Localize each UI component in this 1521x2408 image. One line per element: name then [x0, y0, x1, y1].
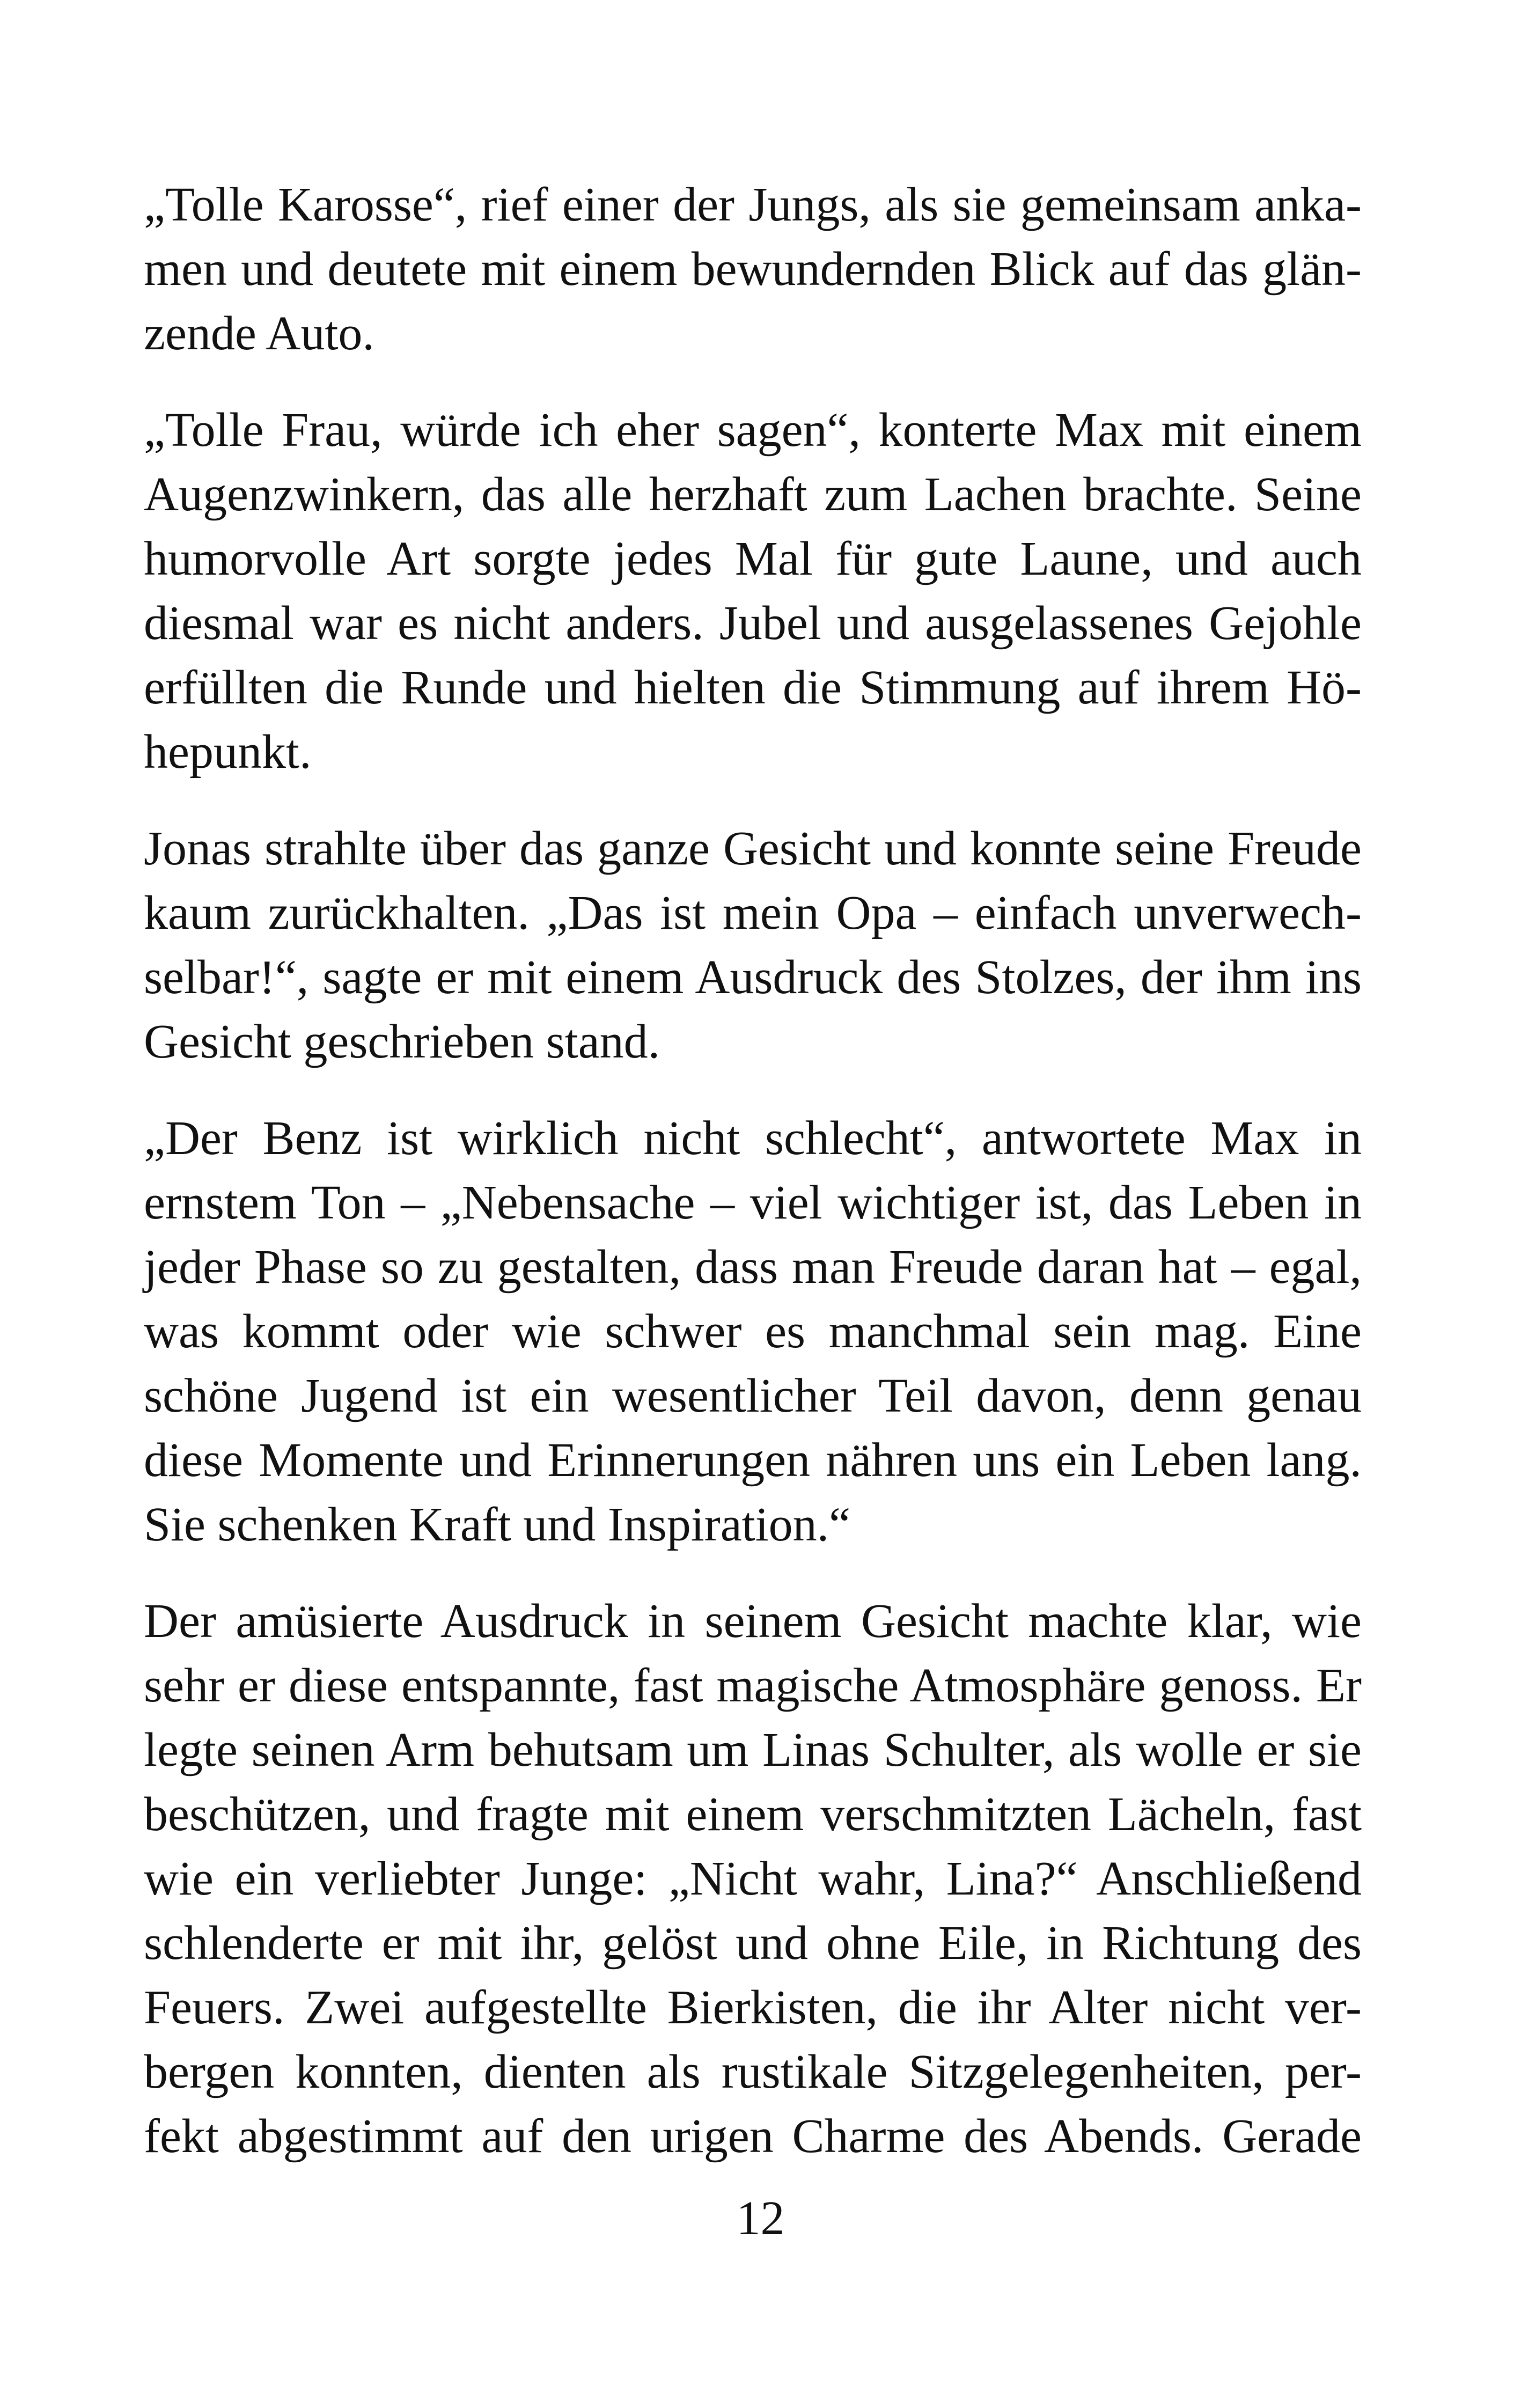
text-line: sehr er diese entspannte, fast magische Atmosphäre genoss. Er — [144, 1659, 1362, 1712]
page-number: 12 — [736, 2192, 785, 2245]
text-line: „Tolle Karosse“, rief einer der Jungs, als sie gemeinsam anka- — [144, 178, 1362, 231]
text-line: diesmal war es nicht anders. Jubel und ausgelassenes Gejohle — [144, 597, 1362, 650]
body-text — [144, 173, 1362, 2201]
text-line: Sie schenken Kraft und Inspiration.“ — [144, 1498, 851, 1551]
text-line: diese Momente und Erinnerungen nähren uns ein Leben lang. — [144, 1434, 1362, 1487]
paragraph-5 — [144, 1589, 1362, 2169]
text-line: Jonas strahlte über das ganze Gesicht und konnte seine Freude — [144, 822, 1362, 875]
text-line: jeder Phase so zu gestalten, dass man Freude daran hat – egal, — [144, 1240, 1362, 1294]
text-line: ernstem Ton – „Nebensache – viel wichtiger ist, das Leben in — [144, 1176, 1362, 1229]
text-line: zende Auto. — [144, 307, 374, 360]
text-line: selbar!“, sagte er mit einem Ausdruck des Stolzes, der ihm ins — [144, 951, 1362, 1004]
text-line: schöne Jugend ist ein wesentlicher Teil davon, denn genau — [144, 1369, 1362, 1422]
text-line: humorvolle Art sorgte jedes Mal für gute Laune, und auch — [144, 532, 1362, 585]
text-line: fekt abgestimmt auf den urigen Charme des Abends. Gerade — [144, 2110, 1362, 2163]
text-line: men und deutete mit einem bewundernden Blick auf das glän- — [144, 243, 1362, 296]
text-line: legte seinen Arm behutsam um Linas Schulter, als wolle er sie — [144, 1723, 1362, 1776]
text-line: schlenderte er mit ihr, gelöst und ohne Eile, in Richtung des — [144, 1917, 1362, 1970]
text-line: was kommt oder wie schwer es manchmal sein mag. Eine — [144, 1305, 1362, 1358]
text-line: hepunkt. — [144, 725, 312, 779]
text-line: Augenzwinkern, das alle herzhaft zum Lachen brachte. Seine — [144, 468, 1362, 521]
text-line: Der amüsierte Ausdruck in seinem Gesicht machte klar, wie — [144, 1595, 1362, 1648]
text-line: beschützen, und fragte mit einem verschmitzten Lächeln, fast — [144, 1788, 1362, 1841]
text-line: Feuers. Zwei aufgestellte Bierkisten, die ihr Alter nicht ver- — [144, 1981, 1362, 2034]
text-line: „Der Benz ist wirklich nicht schlecht“, antwortete Max in — [144, 1112, 1362, 1165]
paragraph-2 — [144, 398, 1362, 784]
text-line: Gesicht geschrieben stand. — [144, 1015, 660, 1068]
text-line: bergen konnten, dienten als rustikale Sitzgelegenheiten, per- — [144, 2045, 1362, 2098]
text-line: „Tolle Frau, würde ich eher sagen“, konterte Max mit einem — [144, 403, 1362, 457]
text-line: kaum zurückhalten. „Das ist mein Opa – einfach unverwech- — [144, 886, 1362, 939]
text-line: erfüllten die Runde und hielten die Stimmung auf ihrem Hö- — [144, 661, 1362, 714]
paragraph-1 — [144, 173, 1362, 366]
text-line: wie ein verliebter Junge: „Nicht wahr, Lina?“ Anschließend — [144, 1852, 1362, 1905]
paragraph-3 — [144, 817, 1362, 1074]
paragraph-4 — [144, 1106, 1362, 1557]
